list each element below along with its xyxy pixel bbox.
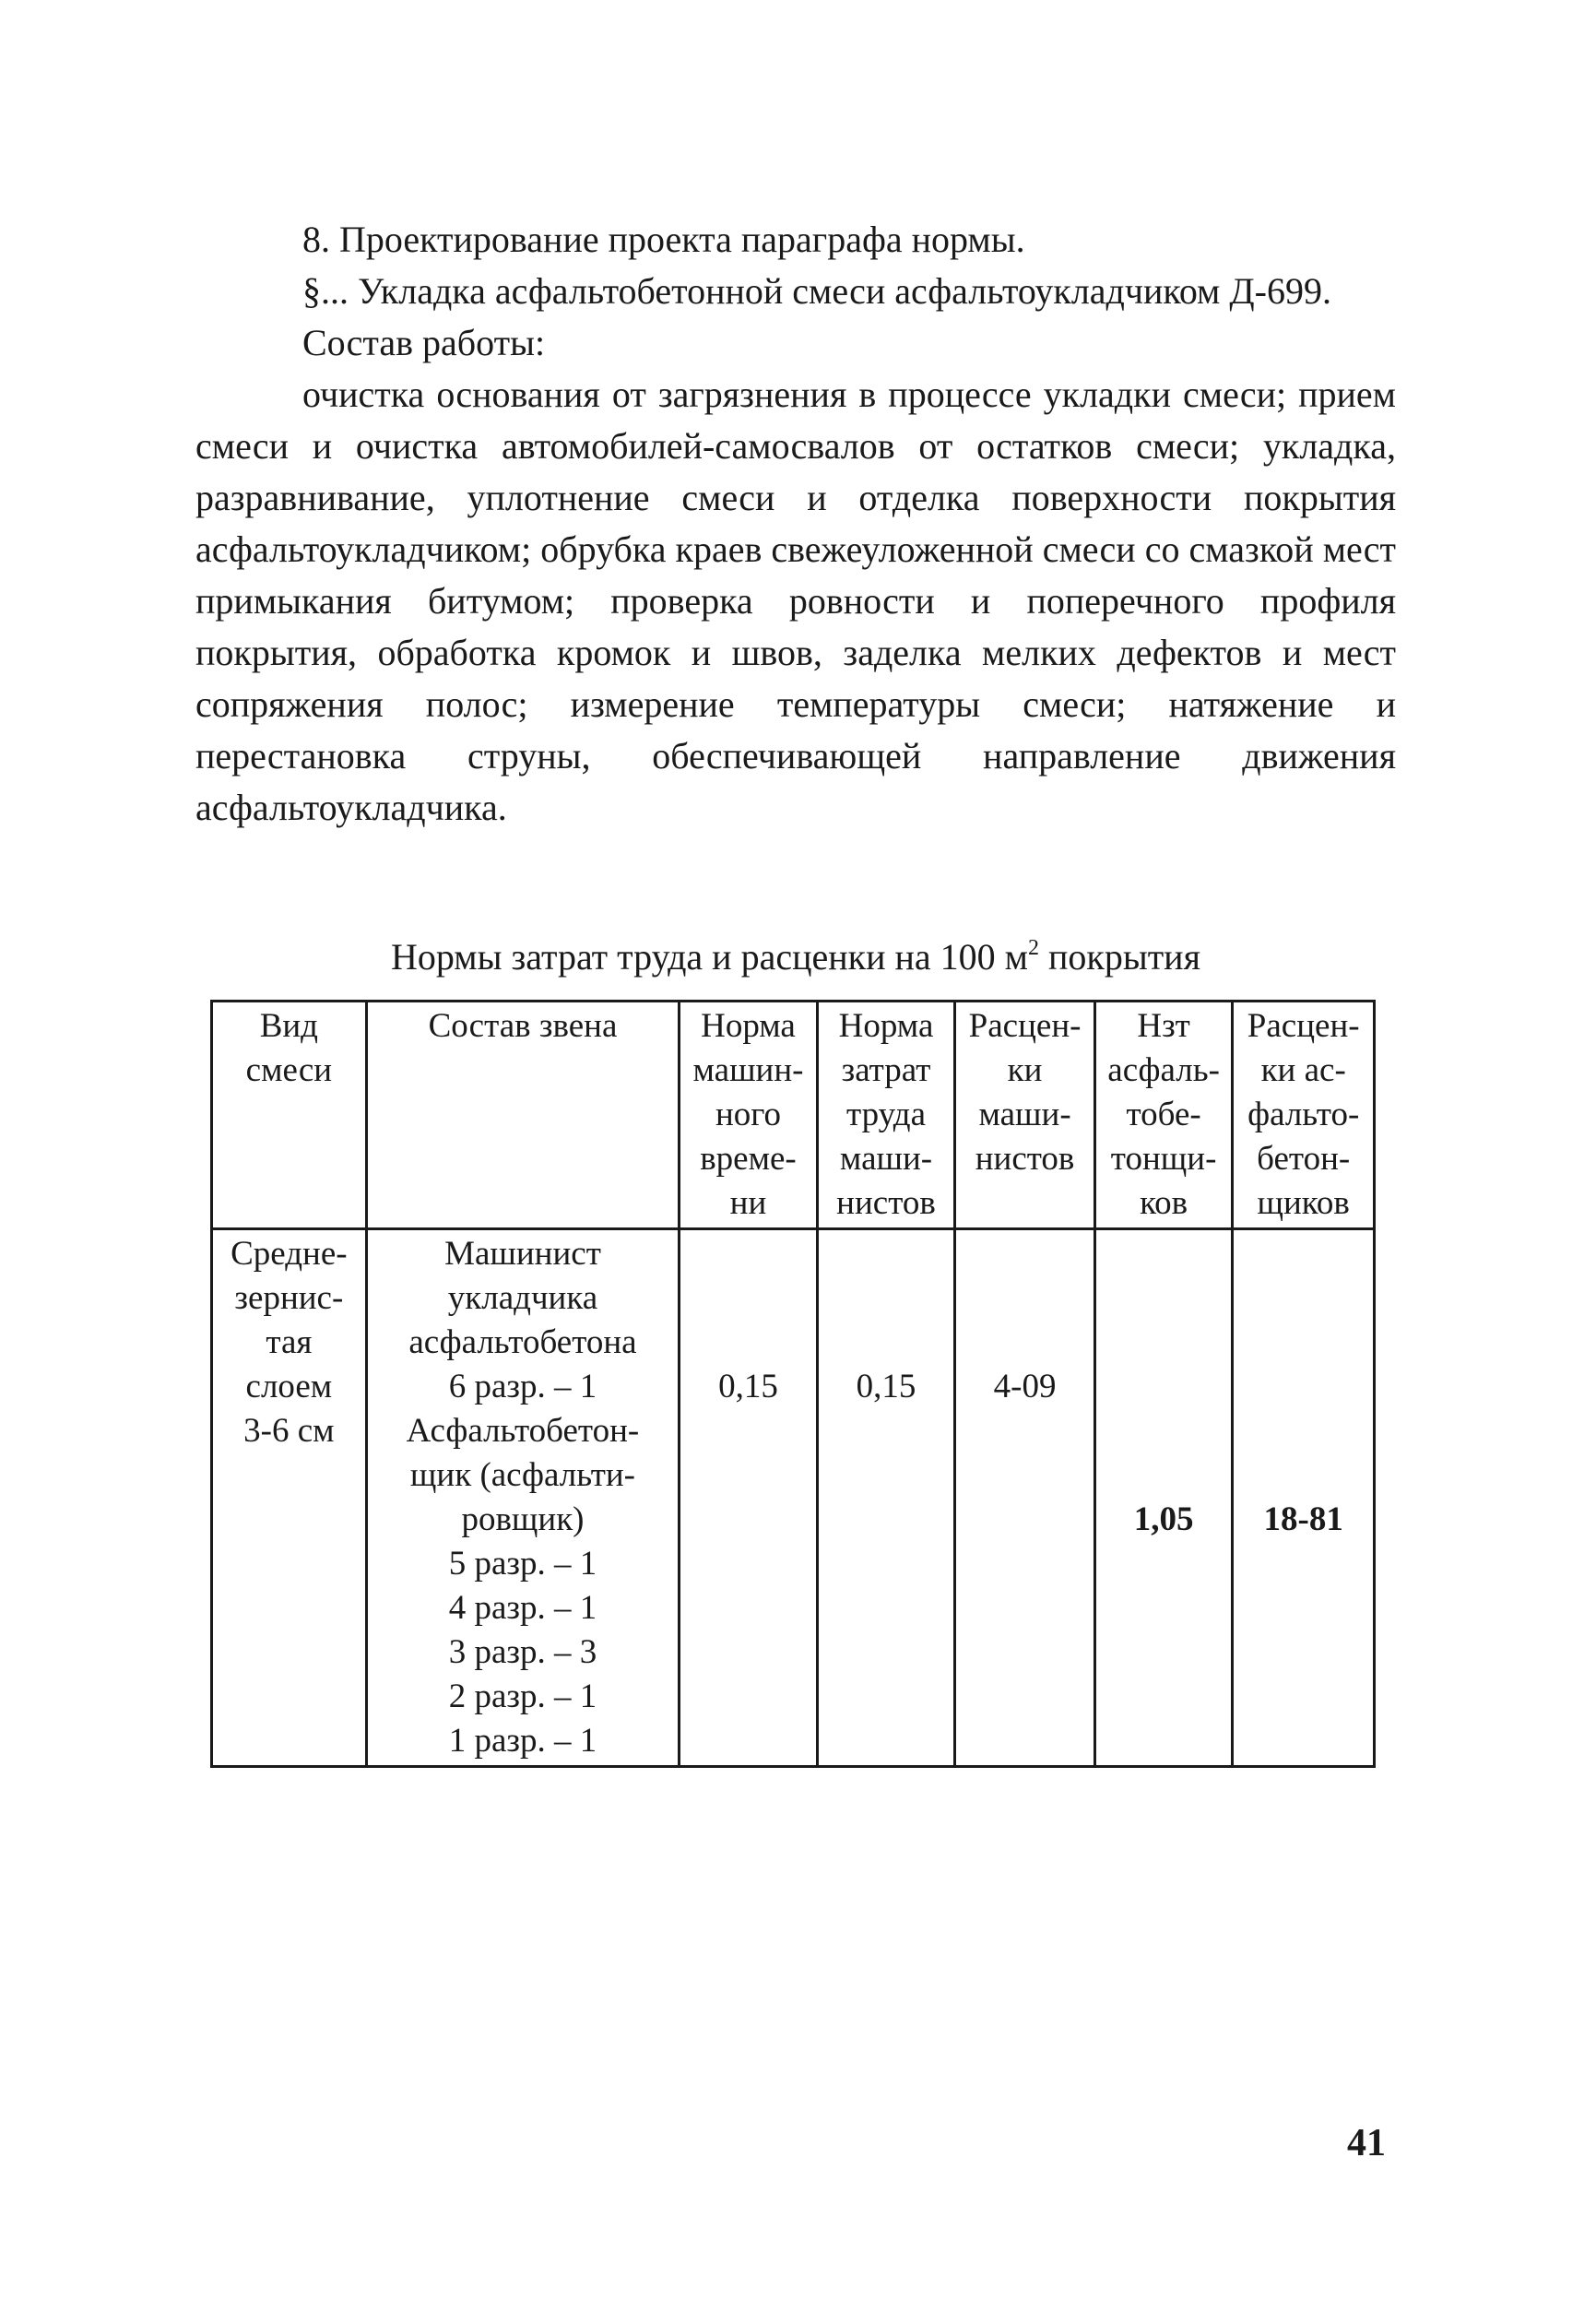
cell-machine-time-norm bbox=[680, 1229, 818, 1767]
header-paver-rate: Расцен- ки ас- фальто- бетон- щиков bbox=[1233, 1002, 1375, 1229]
cell-paver-rate bbox=[1233, 1229, 1375, 1767]
body-text bbox=[195, 214, 1396, 834]
paver-labor-norm-value: 1,05 bbox=[1133, 1500, 1194, 1538]
table-caption-main: Нормы затрат труда и расценки на 100 м bbox=[391, 936, 1028, 978]
heading: 8. Проектирование проекта параграфа нормы. bbox=[302, 219, 1025, 260]
table-caption-sup: 2 bbox=[1027, 936, 1039, 960]
table-row bbox=[212, 1229, 1375, 1767]
header-machinist-rate: Расцен- ки маши- нистов bbox=[955, 1002, 1095, 1229]
page-number: 41 bbox=[1347, 2122, 1386, 2164]
cell-mix-type: Средне- зернис- тая слоем 3-6 см bbox=[212, 1229, 367, 1767]
norms-table bbox=[210, 1000, 1376, 1768]
table-caption-tail: покрытия bbox=[1038, 936, 1200, 978]
header-mix-type: Вид смеси bbox=[212, 1002, 367, 1229]
composition-text: очистка основания от загрязнения в процессе укладки смеси; прием смеси и очистка автомобилей-самосвалов от остатков смеси; укладка, разравнивание, уплотнение смеси и отделка поверхности покрытия асфальтоукладчиком; обрубка краев свежеуложенной смеси со смазкой мест примыкания битумом; проверка ровности и поперечного профиля покрытия, обработка кромок и швов, заделка мелких дефектов и мест сопряжения полос; измерение температуры смеси; натяжение и перестановка струны, обеспечивающей направление движения асфальтоукладчика. bbox=[195, 373, 1396, 828]
header-paver-labor-norm: Нзт асфаль- тобе- тонщи- ков bbox=[1094, 1002, 1233, 1229]
header-machine-time-norm: Норма машин- ного време- ни bbox=[680, 1002, 818, 1229]
table-header-row bbox=[212, 1002, 1375, 1229]
cell-machinist-rate bbox=[955, 1229, 1095, 1767]
cell-paver-labor-norm bbox=[1094, 1229, 1233, 1767]
section-title: §... Укладка асфальтобетонной смеси асфальтоукладчиком Д-699. bbox=[302, 270, 1331, 312]
header-machinist-labor-norm: Норма затрат труда маши- нистов bbox=[817, 1002, 955, 1229]
composition-label: Состав работы: bbox=[302, 322, 546, 363]
cell-machinist-labor-norm bbox=[817, 1229, 955, 1767]
table-caption bbox=[195, 931, 1396, 983]
cell-crew: Машинист укладчика асфальтобетона 6 разр. – 1 Асфальтобетон- щик (асфальти- ровщик) 5 разр. – 1 4 разр. – 1 3 разр. – 3 2 разр. – 1 1 разр. – 1 bbox=[366, 1229, 680, 1767]
header-crew: Состав звена bbox=[366, 1002, 680, 1229]
machine-time-norm-value: 0,15 bbox=[718, 1368, 778, 1405]
machinist-rate-value: 4-09 bbox=[993, 1368, 1057, 1405]
machinist-labor-norm-value: 0,15 bbox=[856, 1368, 916, 1405]
paver-rate-value: 18-81 bbox=[1263, 1500, 1343, 1538]
